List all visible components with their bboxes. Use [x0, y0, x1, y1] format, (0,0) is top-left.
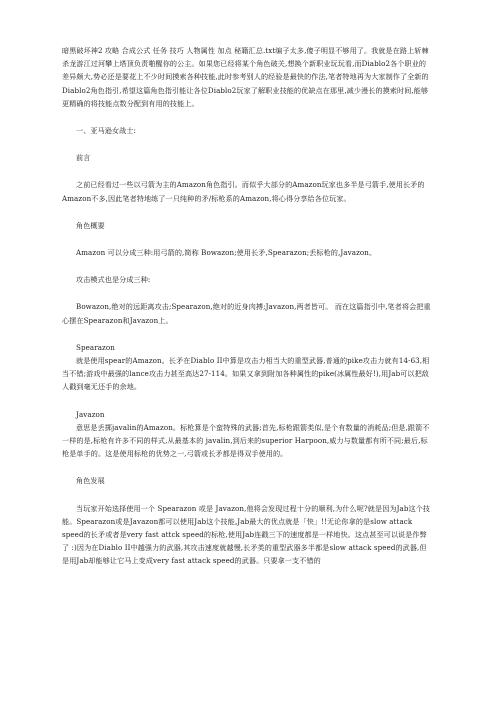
- overview-paragraph: Amazon 可以分成三种:用弓箭的,简称 Bowazon;使用长矛,Spearazon;丢标枪的,Javazon。: [76, 248, 377, 258]
- preface-paragraph: 之前已经看过一些以弓箭为主的Amazon角色指引。而似乎大部分的Amazon玩家也多半是弓箭手,使用长矛的Amazon不多,因此笔者特地练了一只纯种的矛/标枪系的Amazon,将心得分享给各位玩家。: [62, 180, 425, 203]
- intro-paragraph: 暗黑破坏神2 攻略 合成公式 任务 技巧 人物属性 加点 秘籍汇总.txt编子太多,傻子明显不够用了。我就是在路上斩棘杀龙游江过河攀上塔顶负责啪醒你的公主。如果您已经将某个角色破关,想换个新职业玩玩看,而Diablo2各个职业的差异颇大,势必还是要花上不少时间摸索各种技能,此时参考别人的经验是最快的作法,笔者特地再为大家制作了全新的Diablo2角色指引,希望这篇角色指引能让各位Diablo2玩家了解职业技能的优缺点在那里,减少漫长的摸索时间,能够更精确的将技能点数分配到有用的技能上。: [62, 46, 429, 108]
- attack-modes-heading: 攻击模式也是分成三种:: [76, 275, 151, 285]
- spearazon-paragraph: 就是使用spear的Amazon。长矛在Diablo II中算是攻击力相当大的重型武器,普通的pike攻击力就有14-63,相当不错;游戏中最强的lance攻击力甚至高达27-114。如果又拿到附加各种属性的pike(冰属性最好!),用Jab可以把敌人戳到毫无还手的余地。: [62, 356, 430, 392]
- javazon-heading: Javazon: [76, 409, 105, 419]
- javazon-paragraph: 意思是丢掷javalin的Amazon。标枪算是个蛮特殊的武器;首先,标枪跟箭类似,是个有数量的消耗品;但是,跟箭不一样的是,标枪有许多不同的样式,从最基本的 javalin,到后来的superior Harpoon,威力与数量都有所不同;最后,标枪是单手的。这是使用标枪的优势之一,弓箭或长矛都是得双手使用的。: [62, 422, 430, 459]
- development-paragraph: 当玩家开始选择使用一个 Spearazon 或是 Javazon,他将会发现过程十分的顺利,为什么呢?就是因为Jab这个技能。Spearazon或是Javazon都可以使用Jab这个技能,Jab最大的优点就是「快」!!无论你拿的是slow attack speed的长矛或者是very fast attck speed的标枪,使用Jab连戳三下的速度都是一样地快。这点甚至可以说是作弊了 :)因为在Diablo II中越强力的武器,其攻击速度就越慢,长矛类的重型武器多半都是slow attack speed的武器,但是用Jab却能够让它马上变成very fast attack speed的武器。只要拿一支不错的: [62, 503, 431, 566]
- attack-modes-paragraph: Bowazon,绝对的远距离攻击;Spearazon,绝对的近身肉搏;Javazon,两者皆可。 而在这篇指引中,笔者将会把重心摆在Spearazon和Javazon上。: [62, 302, 431, 325]
- preface-heading: 前言: [76, 153, 91, 163]
- development-heading: 角色发展: [76, 476, 105, 486]
- section-heading-amazon: 一、亚马逊女战士:: [76, 126, 137, 136]
- overview-heading: 角色概要: [76, 220, 105, 230]
- document-body: [62, 44, 431, 568]
- spearazon-heading: Spearazon: [76, 342, 115, 352]
